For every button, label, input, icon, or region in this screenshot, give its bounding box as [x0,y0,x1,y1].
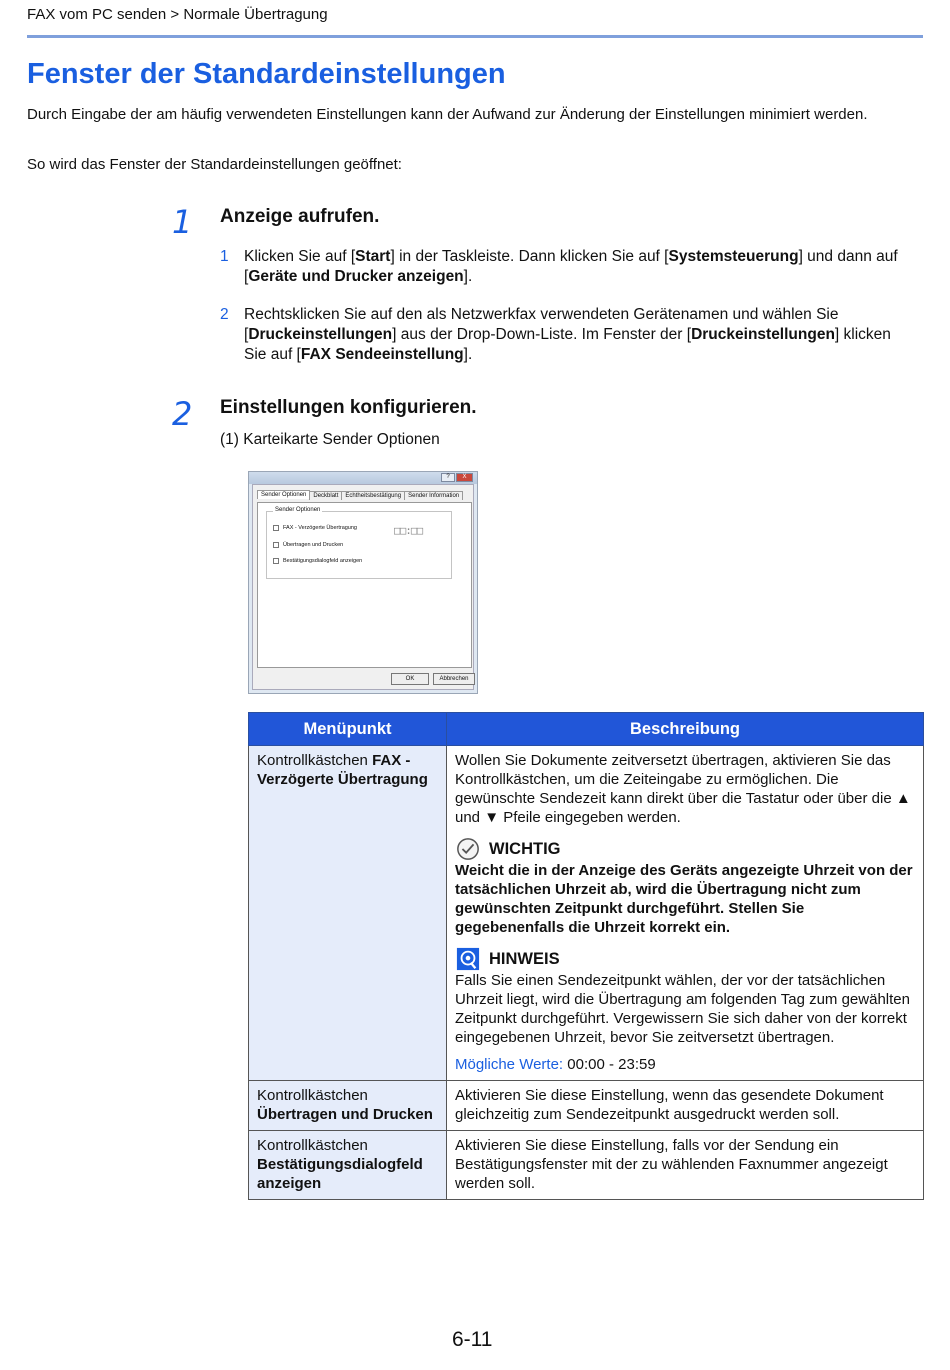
tab-deckblatt[interactable]: Deckblatt [309,491,342,500]
table-header-row [249,713,924,746]
description-cell: Aktivieren Sie diese Einstellung, wenn das gesendete Dokument gleichzeitig zum Sendezeitpunkt ausgedruckt werden soll. [447,1081,924,1131]
substep-text: Klicken Sie auf [Start] in der Taskleiste. Dann klicken Sie auf [Systemsteuerung] und dann auf [Geräte und Drucker anzeigen]. [244,248,898,285]
tab-sender-optionen[interactable]: Sender Optionen [257,490,310,499]
possible-values-label: Mögliche Werte: [455,1056,564,1073]
important-heading [455,837,915,861]
substep-1-2 [220,305,910,365]
ok-button[interactable]: OK [391,673,429,685]
description-cell: Aktivieren Sie diese Einstellung, falls vor der Sendung ein Bestätigungsfenster mit der zu wählenden Faxnummer angezeigt werden soll. [447,1131,924,1200]
checkbox-label: FAX - Verzögerte Übertragung [283,525,357,531]
header-divider [27,35,923,38]
cancel-button[interactable]: Abbrechen [433,673,475,685]
description-text: Wollen Sie Dokumente zeitversetzt übertragen, aktivieren Sie das Kontrollkästchen, um die Zeiteingabe zu ermöglichen. Die gewünschte Sendezeit kann direkt über die Tastatur oder über die ▲ und ▼ Pfeile eingegeben werden. [455,752,911,826]
checkbox-bestaetigungsdialog[interactable] [273,558,362,564]
settings-table [248,712,924,1200]
description-cell [447,746,924,1081]
time-input[interactable]: □□:□□ [394,524,423,537]
substep-number: 2 [220,306,229,323]
checkbox-verzoegerte-uebertragung[interactable] [273,525,357,531]
dialog-tab-panel [257,502,472,668]
checkbox-box[interactable] [273,558,279,564]
step-number-2: 2 [172,395,193,433]
column-header-beschreibung: Beschreibung [447,713,924,746]
note-icon [455,947,481,971]
page-number: 6-11 [452,1328,493,1351]
checkbox-label: Bestätigungsdialogfeld anzeigen [283,558,363,564]
tab-sender-information[interactable]: Sender Information [404,491,463,500]
check-circle-icon [455,837,481,861]
possible-values-value: 00:00 - 23:59 [563,1056,656,1073]
help-button[interactable]: ? [441,473,455,482]
settings-dialog-screenshot [248,471,478,694]
checkbox-box[interactable] [273,542,279,548]
tab-echtheitsbestaetigung[interactable]: Echtheitsbestätigung [341,491,405,500]
step-number-1: 1 [172,203,193,241]
table-row [249,746,924,1081]
page-title: Fenster der Standardeinstellungen [27,58,506,90]
menu-item-cell: Kontrollkästchen FAX - Verzögerte Übertragung [249,746,447,1081]
dialog-titlebar [249,472,477,484]
substep-number: 1 [220,248,229,265]
breadcrumb: FAX vom PC senden > Normale Übertragung [27,6,328,23]
important-text: Weicht die in der Anzeige des Geräts angezeigte Uhrzeit von der tatsächlichen Uhrzeit ab, wird die Übertragung nicht zum gewünschten Zeitpunkt durchgeführt. Stellen Sie gegebenenfalls die Uhrzeit korrekt ein. [455,862,913,936]
checkbox-box[interactable] [273,525,279,531]
substep-text: Rechtsklicken Sie auf den als Netzwerkfax verwendeten Gerätenamen und wählen Sie [Druckeinstellungen] aus der Drop-Down-Liste. Im Fenster der [Druckeinstellungen] klicken Sie auf [FAX Sendeeinstellung]. [244,306,891,363]
substep-1-1 [220,247,910,287]
possible-values [455,1055,915,1074]
menu-item-cell: Kontrollkästchen Bestätigungsdialogfeld anzeigen [249,1131,447,1200]
intro-text-2: So wird das Fenster der Standardeinstellungen geöffnet: [27,156,402,173]
dialog-tabs [257,491,462,500]
step-title-2: Einstellungen konfigurieren. [220,397,477,418]
table-row [249,1081,924,1131]
table-row [249,1131,924,1200]
note-heading [455,947,915,971]
important-label: WICHTIG [489,839,561,858]
dialog-body [252,484,474,690]
note-text: Falls Sie einen Sendezeitpunkt wählen, der vor der tatsächlichen Uhrzeit liegt, wird die Übertragung am folgenden Tag zum gewählten Zeitpunkt durchgeführt. Vergewissern Sie sich daher von der korrekt eingegebenen Uhrzeit, bevor Sie zeitversetzt übertragen. [455,972,910,1046]
checkbox-label: Übertragen und Drucken [283,542,344,548]
note-label: HINWEIS [489,949,560,968]
menu-item-cell: Kontrollkästchen Übertragen und Drucken [249,1081,447,1131]
intro-text: Durch Eingabe der am häufig verwendeten Einstellungen kann der Aufwand zur Änderung der Einstellungen minimiert werden. [27,106,868,123]
close-button[interactable]: X [456,473,473,482]
sender-options-group [266,507,452,579]
column-header-menuepunkt: Menüpunkt [249,713,447,746]
step-subheading: (1) Karteikarte Sender Optionen [220,431,440,448]
group-label: Sender Optionen [275,507,321,513]
checkbox-uebertragen-und-drucken[interactable] [273,542,343,548]
step-title-1: Anzeige aufrufen. [220,206,380,227]
